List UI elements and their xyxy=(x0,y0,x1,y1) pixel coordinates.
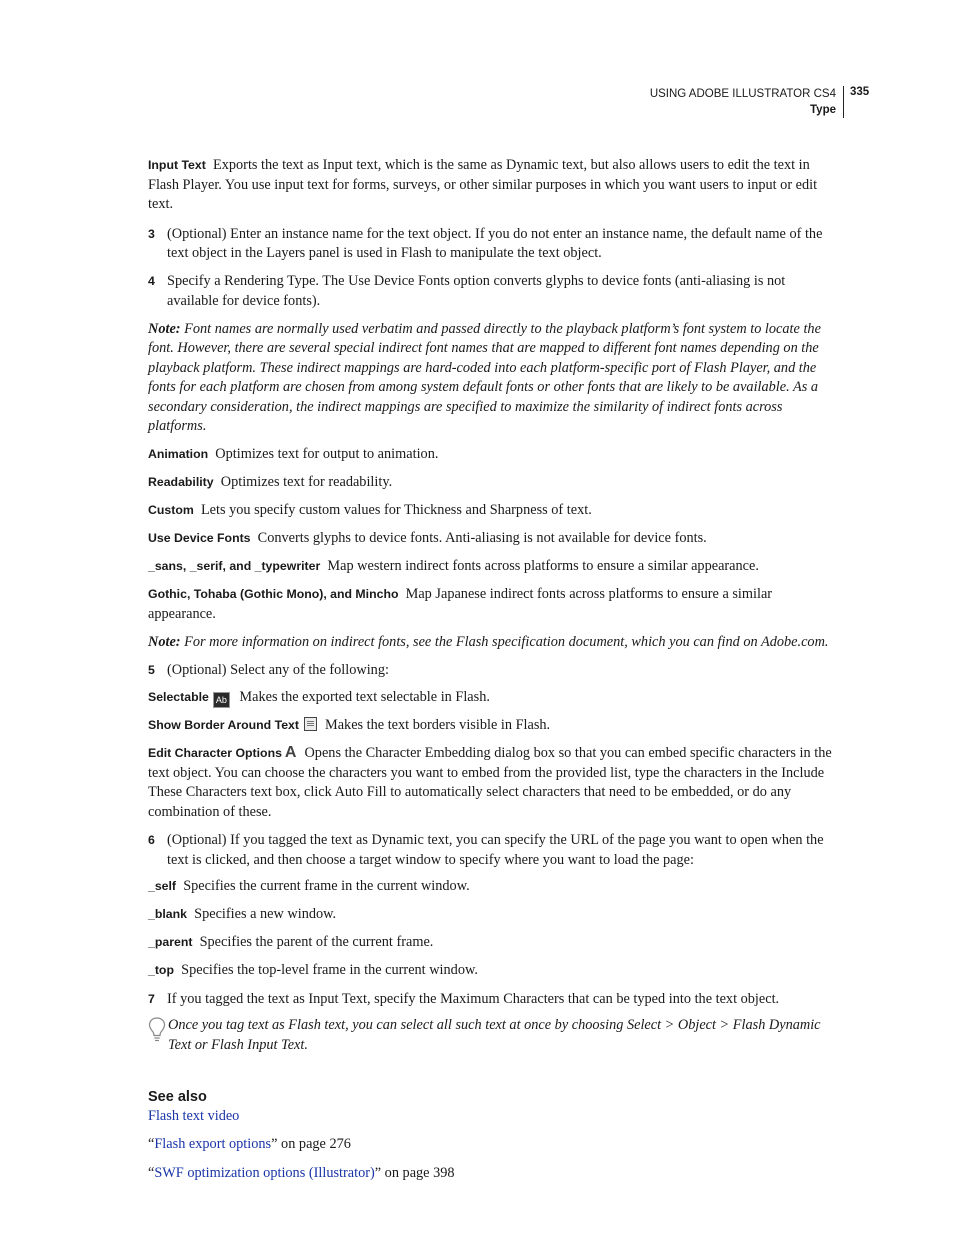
desc: Map Japanese indirect fonts across platforms to ensure a similar appearance. xyxy=(148,586,773,622)
step-text: (Optional) Select any of the following: xyxy=(167,662,389,678)
page-number: 335 xyxy=(850,86,870,98)
tip-text: Once you tag text as Flash text, you can select all such text at once by choosing Select > Object > Flash Dynamic Text or Flash Input Text. xyxy=(168,1017,821,1053)
term: _sans, _serif, and _typewriter xyxy=(148,559,321,573)
desc: Exports the text as Input text, which is the same as Dynamic text, but also allows users to edit the text in Flash Player. You use input text for forms, surveys, or other similar purposes in which you want users to input or edit text. xyxy=(148,157,818,212)
link-flash-text-video[interactable]: Flash text video xyxy=(148,1108,240,1124)
option-western-indirect xyxy=(148,557,840,577)
step-number: 4 xyxy=(148,274,155,288)
quote-open: “ xyxy=(148,1164,155,1181)
desc: Makes the exported text selectable in Flash. xyxy=(239,688,490,705)
note-text: Font names are normally used verbatim and passed directly to the playback platform’s font system to locate the font. However, there are several special indirect font names that are mapped to different font names depending on the playback platform. These indirect mappings are hard-coded into each platform-specific port of Flash Player, and the fonts for each platform are chosen from among system default fonts or other fonts that are likely to be available. As a secondary consideration, the indirect mappings are specified to maximize the similarity of indirect fonts across platforms. xyxy=(148,320,821,434)
option-custom xyxy=(148,501,840,521)
selectable-icon[interactable]: Ab xyxy=(213,692,230,708)
lightbulb-icon xyxy=(148,1016,166,1044)
input-text-item xyxy=(148,156,840,215)
note-font-names xyxy=(148,320,840,437)
see-also-item xyxy=(148,1135,840,1155)
term: _parent xyxy=(148,935,193,949)
target-blank xyxy=(148,905,840,925)
term: _blank xyxy=(148,907,187,921)
page-ref: ” on page 398 xyxy=(374,1164,455,1181)
desc: Optimizes text for output to animation. xyxy=(215,446,439,462)
step-5 xyxy=(148,661,840,681)
step-3 xyxy=(148,225,840,264)
desc: Opens the Character Embedding dialog box so that you can embed specific characters in the text object. You can choose the characters you want to embed from the provided list, type the characters in the Include These Characters text box, click Auto Fill to automatically select characters that need to be embedded, or do any combination of these. xyxy=(148,745,832,820)
step-text: (Optional) If you tagged the text as Dynamic text, you can specify the URL of the page you want to open when the text is clicked, and then choose a target window to specify where you want to load the page: xyxy=(167,832,824,868)
running-header xyxy=(650,86,844,118)
desc: Specifies the parent of the current frame. xyxy=(199,934,434,950)
option-animation xyxy=(148,445,840,465)
target-self xyxy=(148,877,840,897)
desc: Optimizes text for readability. xyxy=(220,474,393,490)
show-border-icon[interactable] xyxy=(304,717,317,731)
step-6 xyxy=(148,831,840,870)
term: Selectable xyxy=(148,689,209,704)
step-text: If you tagged the text as Input Text, specify the Maximum Characters that can be typed into the text object. xyxy=(167,990,780,1007)
desc: Makes the text borders visible in Flash. xyxy=(324,717,551,733)
desc: Specifies the current frame in the current window. xyxy=(183,878,470,894)
note-label: Note: xyxy=(148,320,181,337)
note-label: Note: xyxy=(148,634,181,650)
term: Animation xyxy=(148,447,209,461)
term: Edit Character Options xyxy=(148,746,282,760)
see-also-item xyxy=(148,1164,840,1184)
page-body xyxy=(148,156,840,1183)
see-also-heading: See also xyxy=(148,1089,207,1105)
doc-title: USING ADOBE ILLUSTRATOR CS4 xyxy=(649,88,836,100)
see-also-item xyxy=(148,1107,840,1127)
term: Gothic, Tohaba (Gothic Mono), and Mincho xyxy=(148,587,399,601)
target-top xyxy=(148,961,840,981)
target-parent xyxy=(148,933,840,953)
option-show-border xyxy=(148,716,840,736)
step-7 xyxy=(148,990,840,1010)
link-swf-optimization-options[interactable]: SWF optimization options (Illustrator) xyxy=(154,1164,375,1181)
desc: Specifies a new window. xyxy=(194,906,337,922)
step-number: 5 xyxy=(148,663,155,677)
step-4 xyxy=(148,272,840,311)
term: Readability xyxy=(148,475,214,489)
note-indirect-fonts xyxy=(148,633,840,653)
option-japanese-indirect xyxy=(148,585,840,624)
option-edit-character xyxy=(148,744,840,822)
section-name: Type xyxy=(810,104,836,116)
quote-open: “ xyxy=(148,1136,155,1152)
link-flash-export-options[interactable]: Flash export options xyxy=(154,1136,272,1152)
step-number: 3 xyxy=(148,226,155,241)
term: Custom xyxy=(148,503,194,517)
option-selectable xyxy=(148,688,840,708)
option-readability xyxy=(148,473,840,493)
character-options-icon[interactable]: A xyxy=(284,744,297,761)
option-use-device-fonts xyxy=(148,529,840,549)
page-ref: ” on page 276 xyxy=(271,1136,351,1152)
step-text: (Optional) Enter an instance name for the text object. If you do not enter an instance name, the default name of the text object in the Layers panel is used in Flash to manipulate the text object. xyxy=(167,225,823,261)
desc: Map western indirect fonts across platforms to ensure a similar appearance. xyxy=(327,558,759,574)
term: _self xyxy=(148,879,177,893)
term: Input Text xyxy=(148,158,206,172)
desc: Lets you specify custom values for Thickness and Sharpness of text. xyxy=(200,502,592,518)
term: _top xyxy=(148,963,174,977)
desc: Converts glyphs to device fonts. Anti-aliasing is not available for device fonts. xyxy=(257,530,707,546)
tip xyxy=(148,1016,840,1055)
term: Use Device Fonts xyxy=(148,531,251,545)
note-text: For more information on indirect fonts, see the Flash specification document, which you can find on Adobe.com. xyxy=(184,634,829,650)
term: Show Border Around Text xyxy=(148,718,299,732)
step-text: Specify a Rendering Type. The Use Device Fonts option converts glyphs to device fonts (anti-aliasing is not available for device fonts). xyxy=(167,273,786,309)
desc: Specifies the top-level frame in the current window. xyxy=(181,962,478,978)
step-number: 7 xyxy=(148,991,155,1006)
step-number: 6 xyxy=(148,833,155,847)
